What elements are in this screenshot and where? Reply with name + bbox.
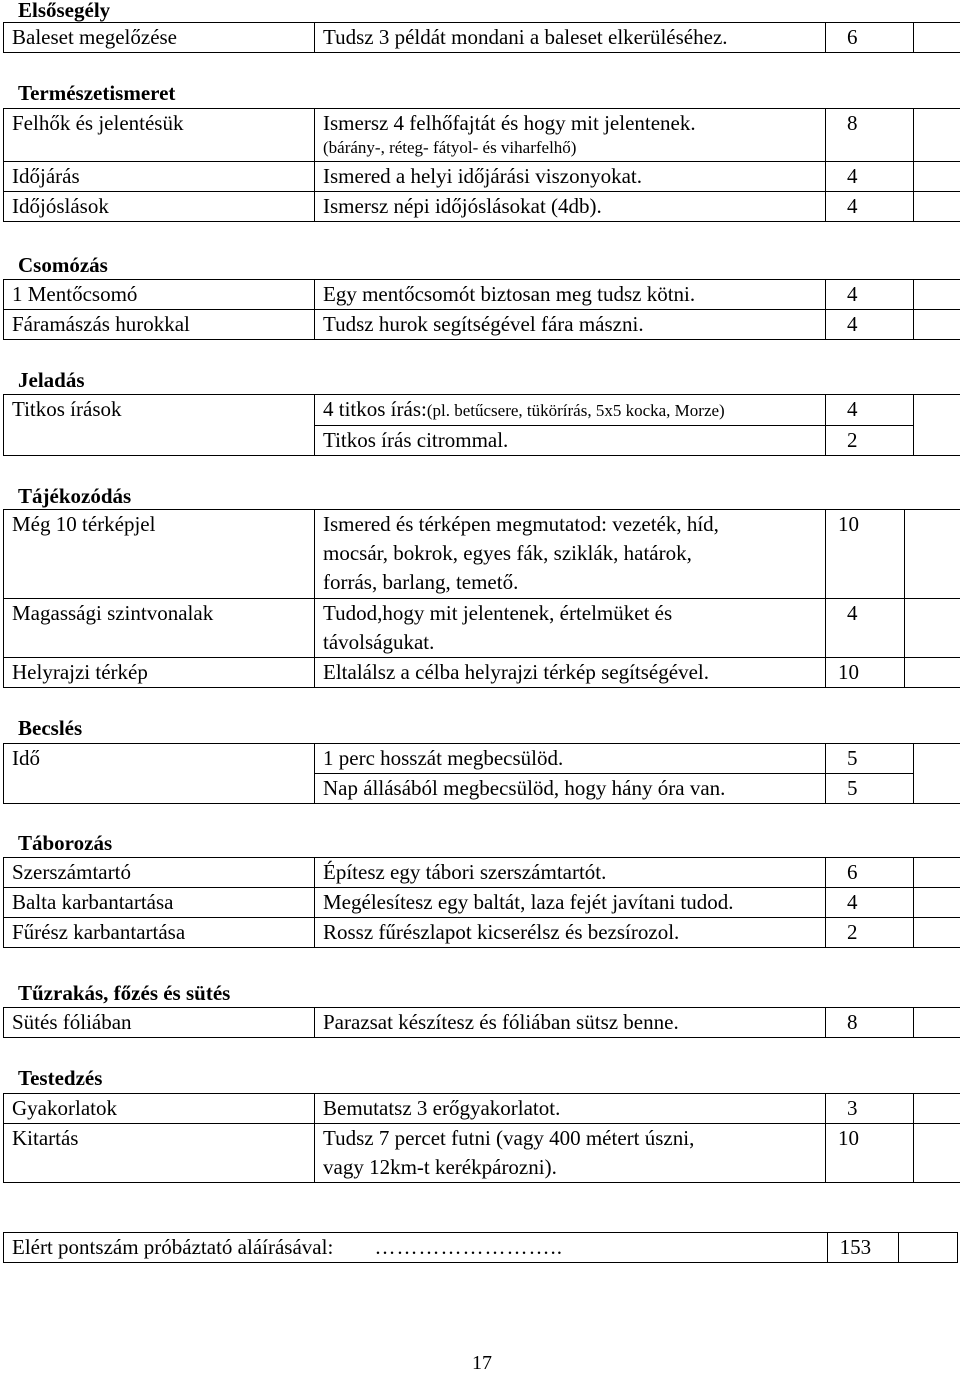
- section-title-termeszetismeret: Természetismeret: [18, 81, 175, 105]
- table-row: [4, 192, 960, 222]
- page-number: 17: [472, 1352, 492, 1375]
- points-cell: 5: [826, 774, 914, 804]
- points-cell: 4: [826, 280, 914, 310]
- section-title-tuzrakas: Tűzrakás, főzés és sütés: [18, 981, 230, 1005]
- requirement-cell: [315, 599, 826, 658]
- table-tajekozodas: [3, 509, 960, 688]
- topic-cell: Balta karbantartása: [4, 888, 315, 918]
- topic-cell: Gyakorlatok: [4, 1094, 315, 1124]
- points-cell: 8: [826, 109, 914, 162]
- score-cell[interactable]: [914, 744, 960, 804]
- table-taborozas: [3, 857, 960, 948]
- requirement-cell: Ismered a helyi időjárási viszonyokat.: [315, 162, 826, 192]
- table-row: [4, 280, 960, 310]
- topic-cell: Helyrajzi térkép: [4, 658, 315, 688]
- table-row: [4, 395, 960, 426]
- table-jeladas: [3, 394, 960, 456]
- requirement-cell: 1 perc hosszát megbecsülöd.: [315, 744, 826, 774]
- section-title-csomozas: Csomózás: [18, 253, 108, 277]
- score-cell[interactable]: [914, 162, 960, 192]
- table-row: [4, 510, 960, 599]
- table-termeszetismeret: [3, 108, 960, 222]
- table-row: [4, 1094, 960, 1124]
- requirement-cell: Titkos írás citrommal.: [315, 426, 826, 456]
- requirement-cell: Bemutatsz 3 erőgyakorlatot.: [315, 1094, 826, 1124]
- points-cell: 8: [826, 1008, 914, 1038]
- section-title-elsosegely: Elsősegély: [18, 0, 110, 22]
- requirement-main: 4 titkos írás:: [323, 397, 427, 421]
- score-cell[interactable]: [914, 395, 960, 456]
- topic-cell: Idő: [4, 744, 315, 804]
- requirement-cell: [315, 1124, 826, 1183]
- table-testedzes: [3, 1093, 960, 1183]
- table-row: [4, 599, 960, 658]
- topic-cell: Baleset megelőzése: [4, 23, 315, 53]
- requirement-cell: Eltalálsz a célba helyrajzi térkép segítségével.: [315, 658, 826, 688]
- points-cell: 4: [826, 192, 914, 222]
- points-cell: 2: [826, 426, 914, 456]
- requirement-cell: Parazsat készítesz és fóliában sütsz benne.: [315, 1008, 826, 1038]
- topic-cell: Fáramászás hurokkal: [4, 310, 315, 340]
- topic-cell: Szerszámtartó: [4, 858, 315, 888]
- topic-cell: Magassági szintvonalak: [4, 599, 315, 658]
- table-row: [4, 888, 960, 918]
- total-score-cell[interactable]: [898, 1233, 957, 1263]
- table-total: [3, 1232, 958, 1263]
- table-row: [4, 109, 960, 162]
- score-cell[interactable]: [914, 192, 960, 222]
- requirement-line: vagy 12km-t kerékpározni).: [323, 1153, 825, 1182]
- topic-cell: 1 Mentőcsomó: [4, 280, 315, 310]
- requirement-note: (bárány-, réteg- fátyol- és viharfelhő): [323, 137, 825, 159]
- table-row: [4, 658, 960, 688]
- topic-cell: Fűrész karbantartása: [4, 918, 315, 948]
- score-cell[interactable]: [914, 888, 960, 918]
- score-cell[interactable]: [905, 658, 960, 688]
- table-csomozas: [3, 279, 960, 340]
- requirement-line: Ismered és térképen megmutatod: vezeték, híd,: [323, 510, 825, 539]
- section-title-becsles: Becslés: [18, 716, 82, 740]
- score-cell[interactable]: [914, 1094, 960, 1124]
- requirement-line: távolságukat.: [323, 628, 825, 657]
- table-row: [4, 744, 960, 774]
- section-title-jeladas: Jeladás: [18, 368, 85, 392]
- requirement-cell: Ismersz népi időjóslásokat (4db).: [315, 192, 826, 222]
- table-row: [4, 23, 960, 53]
- score-cell[interactable]: [914, 310, 960, 340]
- requirement-cell: Megélesítesz egy baltát, laza fejét javítani tudod.: [315, 888, 826, 918]
- score-cell[interactable]: [905, 599, 960, 658]
- requirement-cell: Építesz egy tábori szerszámtartót.: [315, 858, 826, 888]
- score-cell[interactable]: [914, 280, 960, 310]
- requirement-cell: Egy mentőcsomót biztosan meg tudsz kötni.: [315, 280, 826, 310]
- topic-cell: Sütés fóliában: [4, 1008, 315, 1038]
- table-row: [4, 918, 960, 948]
- topic-cell: Kitartás: [4, 1124, 315, 1183]
- score-cell[interactable]: [914, 23, 960, 53]
- signature-dots: ……………………..: [375, 1235, 564, 1259]
- points-cell: 10: [826, 1124, 914, 1183]
- points-cell: 6: [826, 858, 914, 888]
- requirement-cell: [315, 109, 826, 162]
- table-row: [4, 162, 960, 192]
- requirement-cell: Rossz fűrészlapot kicserélsz és bezsírozol.: [315, 918, 826, 948]
- table-elsosegely: [3, 22, 960, 53]
- table-row: [4, 1124, 960, 1183]
- points-cell: 3: [826, 1094, 914, 1124]
- points-cell: 4: [826, 599, 905, 658]
- requirement-cell: Tudsz hurok segítségével fára mászni.: [315, 310, 826, 340]
- table-row: [4, 310, 960, 340]
- score-cell[interactable]: [905, 510, 960, 599]
- score-cell[interactable]: [914, 918, 960, 948]
- requirement-cell: Nap állásából megbecsülöd, hogy hány óra van.: [315, 774, 826, 804]
- points-cell: 4: [826, 395, 914, 426]
- score-cell[interactable]: [914, 109, 960, 162]
- topic-cell: Még 10 térképjel: [4, 510, 315, 599]
- section-title-testedzes: Testedzés: [18, 1066, 102, 1090]
- topic-cell: Titkos írások: [4, 395, 315, 456]
- points-cell: 10: [826, 658, 905, 688]
- score-cell[interactable]: [914, 1008, 960, 1038]
- table-row: [4, 1008, 960, 1038]
- points-cell: 10: [826, 510, 905, 599]
- requirement-line: forrás, barlang, temető.: [323, 568, 825, 597]
- points-cell: 4: [826, 310, 914, 340]
- table-becsles: [3, 743, 960, 804]
- requirement-line: Tudsz 7 percet futni (vagy 400 métert úszni,: [323, 1124, 825, 1153]
- total-label-cell: [4, 1233, 828, 1263]
- section-title-tajekozodas: Tájékozódás: [18, 484, 131, 508]
- topic-cell: Időjárás: [4, 162, 315, 192]
- table-row: [4, 858, 960, 888]
- points-cell: 4: [826, 162, 914, 192]
- points-cell: 6: [826, 23, 914, 53]
- requirement-note: (pl. betűcsere, tükörírás, 5x5 kocka, Morze): [427, 401, 725, 420]
- topic-cell: Időjóslások: [4, 192, 315, 222]
- requirement-cell: Tudsz 3 példát mondani a baleset elkerüléséhez.: [315, 23, 826, 53]
- requirement-line: Tudod,hogy mit jelentenek, értelmüket és: [323, 599, 825, 628]
- score-cell[interactable]: [914, 1124, 960, 1183]
- total-points: 153: [827, 1233, 898, 1263]
- score-cell[interactable]: [914, 858, 960, 888]
- requirement-line: mocsár, bokrok, egyes fák, sziklák, határok,: [323, 539, 825, 568]
- topic-cell: Felhők és jelentésük: [4, 109, 315, 162]
- points-cell: 2: [826, 918, 914, 948]
- points-cell: 4: [826, 888, 914, 918]
- table-tuzrakas: [3, 1007, 960, 1038]
- total-label: Elért pontszám próbáztató aláírásával:: [12, 1235, 333, 1259]
- requirement-cell: [315, 510, 826, 599]
- requirement-line: Ismersz 4 felhőfajtát és hogy mit jelentenek.: [323, 109, 825, 137]
- table-row: [4, 1233, 958, 1263]
- section-title-taborozas: Táborozás: [18, 831, 112, 855]
- points-cell: 5: [826, 744, 914, 774]
- requirement-cell: [315, 395, 826, 426]
